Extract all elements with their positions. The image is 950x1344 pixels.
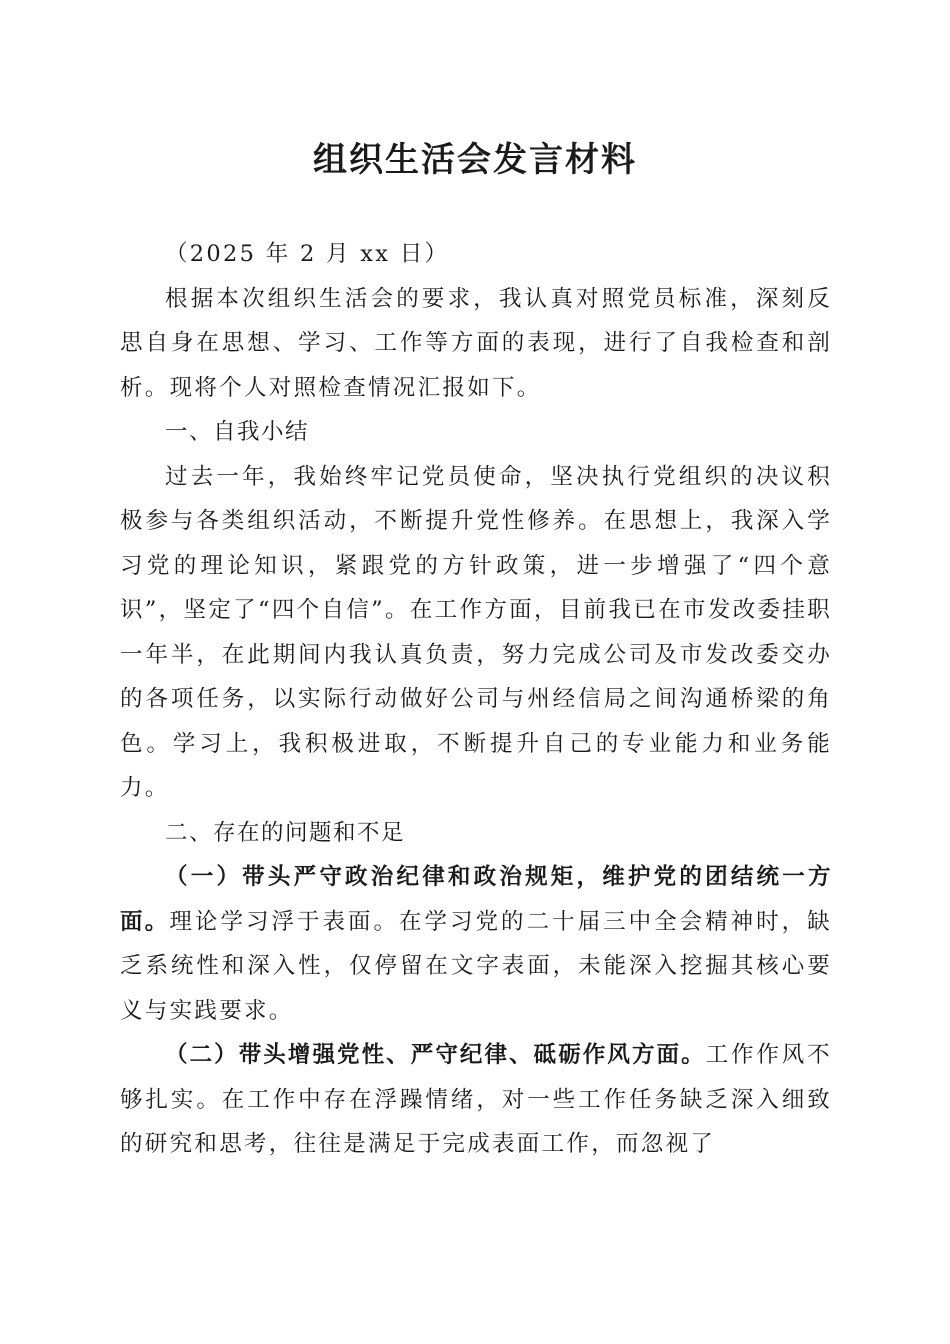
section-heading-summary: 一、自我小结 (165, 419, 310, 445)
document-body (120, 232, 832, 1167)
problem-item-1-text: 理论学习浮于表面。在学习党的二十届三中全会精神时，缺乏系统性和深入性，仅停留在文字表面，未能深入挖掘其核心要义与实践要求。 (120, 908, 832, 1024)
section-heading-problems: 二、存在的问题和不足 (165, 819, 406, 846)
intro-paragraph: 根据本次组织生活会的要求，我认真对照党员标准，深刻反思自身在思想、学习、工作等方面的表现，进行了自我检查和剖析。现将个人对照检查情况汇报如下。 (120, 285, 832, 401)
problem-item-1-lead: （一）带头严守政治纪律和政治规矩，维护党的团结统一方面。 (120, 864, 832, 935)
problem-item-1 (120, 855, 832, 1033)
problem-item-2-text: 工作作风不够扎实。在工作中存在浮躁情绪，对一些工作任务缺乏深入细致的研究和思考，往往是满足于完成表面工作，而忽视了 (120, 1042, 832, 1157)
problem-item-2-lead: （二）带头增强党性、严守纪律、砥砺作风方面。 (165, 1042, 706, 1068)
problem-item-2 (120, 1033, 832, 1167)
document-date: （2025 年 2 月 xx 日） (165, 241, 450, 267)
document-title: 组织生活会发言材料 (313, 140, 637, 180)
summary-paragraph: 过去一年，我始终牢记党员使命，坚决执行党组织的决议积极参与各类组织活动，不断提升党性修养。在思想上，我深入学习党的理论知识，紧跟党的方针政策，进一步增强了“四个意识”，坚定了“四个自信”。在工作方面，目前我已在市发改委挂职一年半，在此期间内我认真负责，努力完成公司及市发改委交办的各项任务，以实际行动做好公司与州经信局之间沟通桥梁的角色。学习上，我积极进取，不断提升自己的专业能力和业务能力。 (120, 463, 832, 801)
